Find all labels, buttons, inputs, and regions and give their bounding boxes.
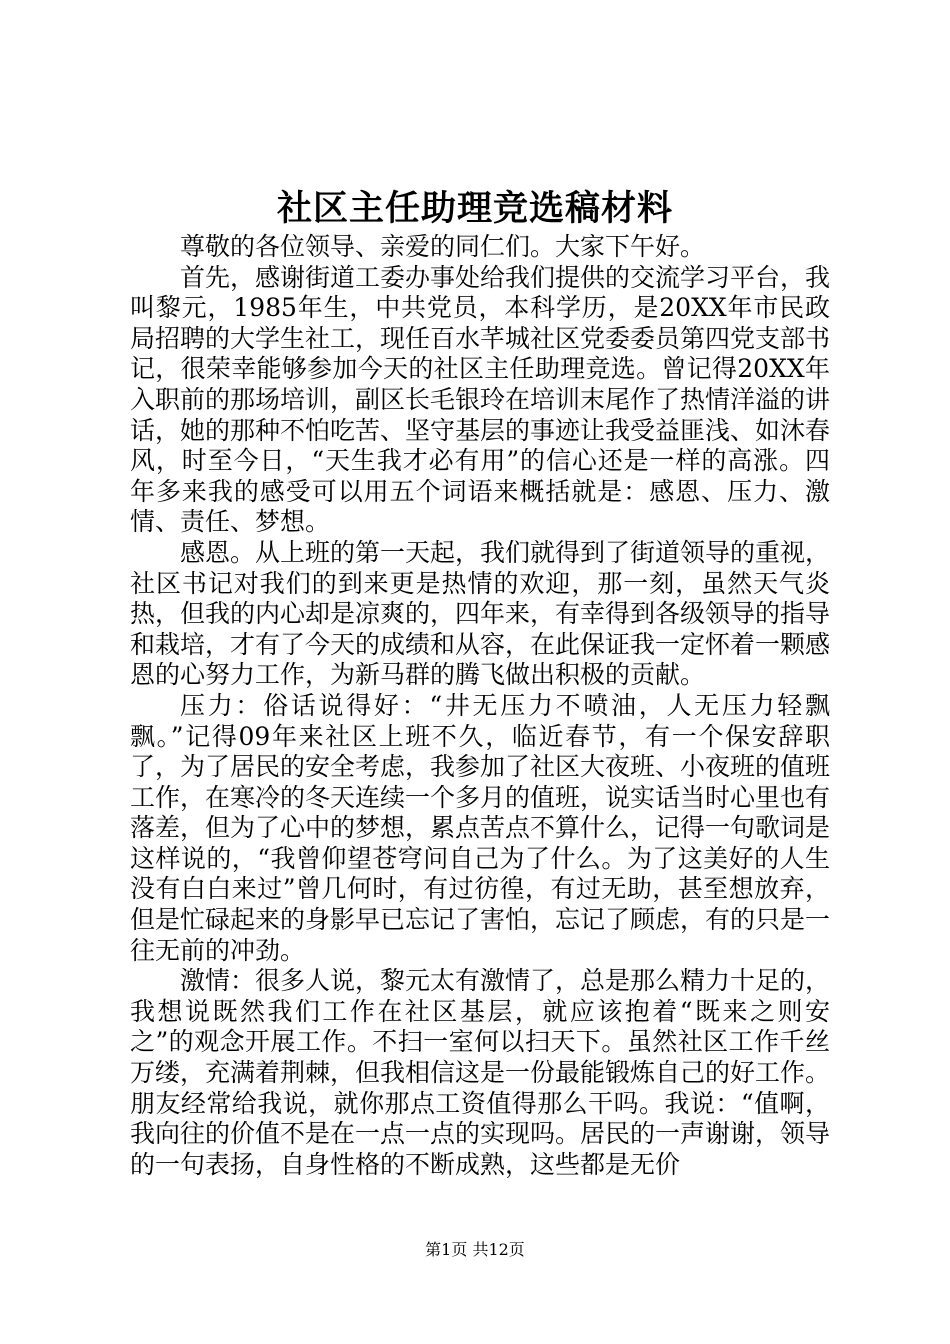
page-footer: 第1页 共12页 [425,1240,525,1259]
paragraph-introduction: 首先，感谢街道工委办事处给我们提供的交流学习平台，我叫黎元，1985年生，中共党员，本科学历，是20XX年市民政局招聘的大学生社工，现任百水芊城社区党委委员第四党支部书记，很荣幸能够参加今天的社区主任助理竞选。曾记得20XX年入职前的那场培训，副区长毛银玲在培训末尾作了热情洋溢的讲话，她的那种不怕吃苦、坚守基层的事迹让我受益匪浅、如沐春风，时至今日，“天生我才必有用”的信心还是一样的高涨。四年多来我的感受可以用五个词语来概括就是：感恩、压力、激情、责任、梦想。 [130,262,831,537]
paragraph-passion: 激情：很多人说，黎元太有激情了，总是那么精力十足的，我想说既然我们工作在社区基层，就应该抱着“既来之则安之”的观念开展工作。不扫一室何以扫天下。虽然社区工作千丝万缕，充满着荆棘，但我相信这是一份最能锻炼自己的好工作。朋友经常给我说，就你那点工资值得那么干吗。我说：“值啊，我向往的价值不是在一点一点的实现吗。居民的一声谢谢，领导的一句表扬，自身性格的不断成熟，这些都是无价 [130,966,831,1179]
paragraph-gratitude: 感恩。从上班的第一天起，我们就得到了街道领导的重视，社区书记对我们的到来更是热情的欢迎，那一刻，虽然天气炎热，但我的内心却是凉爽的，四年来，有幸得到各级领导的指导和栽培，才有了今天的成绩和从容，在此保证我一定怀着一颗感恩的心努力工作，为新马群的腾飞做出积极的贡献。 [130,537,831,690]
document-body [130,232,830,1180]
paragraph-greeting: 尊敬的各位领导、亲爱的同仁们。大家下午好。 [180,232,706,261]
paragraph-pressure: 压力：俗话说得好：“井无压力不喷油，人无压力轻飘飘。”记得09年来社区上班不久，临近春节，有一个保安辞职了，为了居民的安全考虑，我参加了社区大夜班、小夜班的值班工作，在寒冷的冬天连续一个多月的值班，说实话当时心里也有落差，但为了心中的梦想，累点苦点不算什么，记得一句歌词是这样说的，“我曾仰望苍穹问自己为了什么。为了这美好的人生没有白白来过”曾几何时，有过彷徨，有过无助，甚至想放弃，但是忙碌起来的身影早已忘记了害怕，忘记了顾虑，有的只是一往无前的冲劲。 [130,690,831,965]
document-title: 社区主任助理竞选稿材料 [276,188,673,229]
